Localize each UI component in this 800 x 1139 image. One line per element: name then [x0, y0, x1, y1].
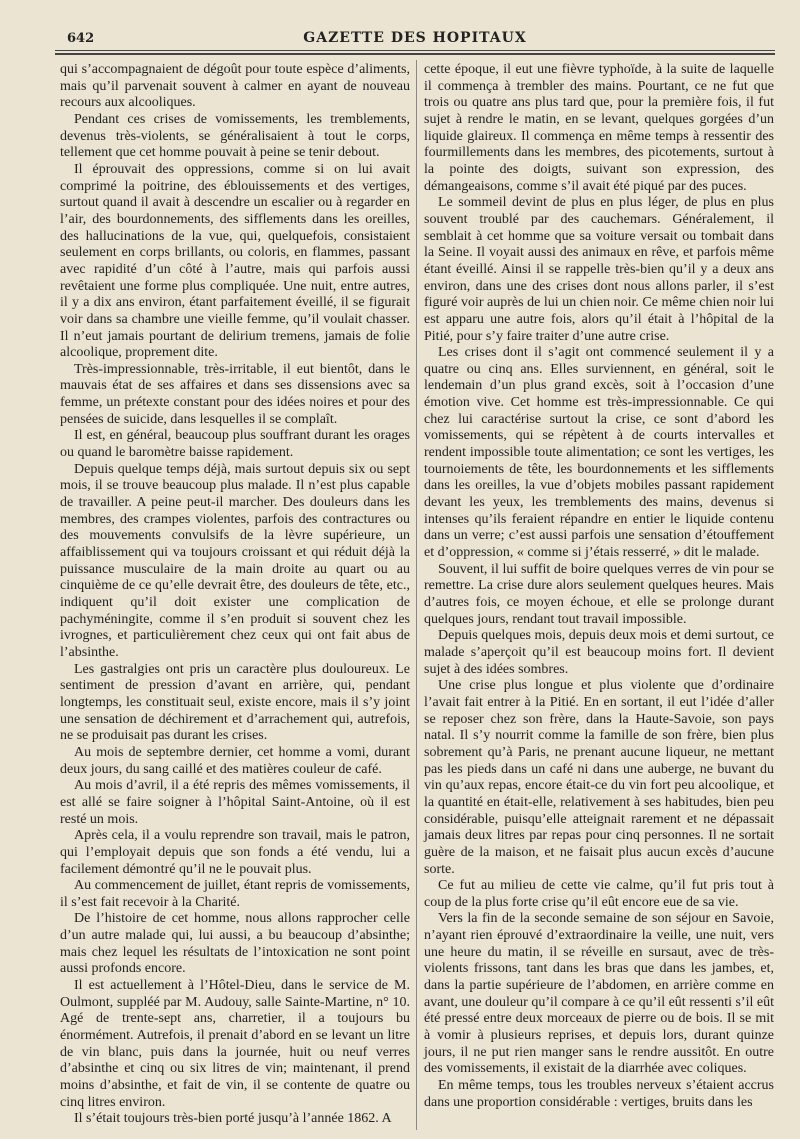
column-divider — [416, 60, 417, 1130]
paragraph: Il est, en général, beaucoup plus souffrant durant les orages ou quand le baromètre baisse rapidement. — [60, 428, 410, 461]
paragraph: Après cela, il a voulu reprendre son travail, mais le patron, qui l’employait depuis que son fonds a été vendu, lui a facilement démontré qu’il ne le pouvait plus. — [60, 828, 410, 877]
page-number: 642 — [67, 31, 95, 46]
paragraph: Les crises dont il s’agit ont commencé seulement il y a quatre ou cinq ans. Elles surviennent, en général, soit le lendemain d’un plus grand excès, soit à l’occasion d’une émotion vive. Cet homme est très-impressionnable. Ce qui chez lui caractérise surtout la crise, ce sont d’abord les vomissements, qui se répètent à de courts intervalles et rendent impossible toute alimentation; ce sont les vertiges, les tournoiements de tête, les bourdonnements et les sifflements dans les oreilles, la vue d’objets mobiles passant rapidement devant les yeux, les tremblements des mains, devenus si intenses qu’ils feraient répandre en entier le liquide contenu dans un verre; c’est aussi parfois une sensation d’étouffement et d’oppression, « comme si j’étais resserré, » dit le malade. — [424, 345, 774, 561]
paragraph: Il est actuellement à l’Hôtel-Dieu, dans le service de M. Oulmont, suppléé par M. Audouy, salle Sainte-Martine, n° 10. Agé de trente-sept ans, charretier, il a toujours bu énormément. Autrefois, il prenait d’abord en se levant un litre de vin blanc, puis dans la journée, huit ou neuf verres d’absinthe et cinq ou six litres de vin; maintenant, il prend moins d’absinthe, et fait de vin, il se contente de quatre ou cinq litres environ. — [60, 978, 410, 1110]
paragraph: Le sommeil devint de plus en plus léger, de plus en plus souvent troublé par des cauchemars. Généralement, il semblait à cet homme que sa voiture versait ou tombait dans la Seine. Il voyait aussi des animaux en rêve, et parfois même étant éveillé. Ainsi il se rappelle très-bien qu’il y a deux ans environ, dans une des crises dont nous allons parler, il s’est figuré voir auprès de lui un chien noir. Ce même chien noir lui est apparu une autre fois, alors qu’il était à l’hôpital de la Pitié, pour s’y faire traiter d’une autre crise. — [424, 195, 774, 344]
paragraph: qui s’accompagnaient de dégoût pour toute espèce d’aliments, mais qu’il parvenait souvent à calmer en ayant de nouveau recours aux alcooliques. — [60, 62, 410, 111]
paragraph: Il éprouvait des oppressions, comme si on lui avait comprimé la poitrine, des éblouissements et des vertiges, surtout quand il avait à descendre un escalier ou à regarder en l’air, des bourdonnements, des sifflements dans les oreilles, des hallucinations de la vue, qui, quelquefois, consistaient seulement en corps brillants, ou coloris, en flammes, passant avec rapidité d’un côté à l’autre, mais qui parfois aussi revêtaient une forme plus compliquée. Une nuit, entre autres, il y a dix ans environ, étant parfaitement éveillé, il se figurait voir dans sa chambre une vieille femme, qu’il voulait chasser. Il n’eut jamais pourtant de delirium tremens, jamais de folie alcoolique, proprement dite. — [60, 161, 410, 361]
paragraph: Ce fut au milieu de cette vie calme, qu’il fut pris tout à coup de la plus forte crise qu’il eût encore eue de sa vie. — [424, 878, 774, 910]
paragraph: cette époque, il eut une fièvre typhoïde, à la suite de laquelle il commença à trembler des mains. Pourtant, ce ne fut que trois ou quatre ans plus tard que, pour la première fois, il fut sujet à rendre le matin, en se levant, quelques gorgées d’un liquide glaireux. Il commença en même temps à ressentir des fourmillements dans les membres, des picotements, surtout à la pointe des doigts, suivant son expression, des démangeaisons, comme s’il avait été piqué par des puces. — [424, 62, 774, 194]
paragraph: Depuis quelque temps déjà, mais surtout depuis six ou sept mois, il se trouve beaucoup plus malade. Il n’est plus capable de travailler. A peine peut-il marcher. Des douleurs dans les membres, des crampes violentes, parfois des contractures ou des mouvements convulsifs de la lèvre supérieure, un affaiblissement qui va toujours croissant et qui réduit déjà la puissance musculaire de la main droite au quart ou au cinquième de ce qu’elle devrait être, des douleurs de tête, etc., indiquent qu’il doit exister une complication de pachyméningite, comme il s’en produit si souvent chez les ivrognes, et particulièrement chez ceux qui ont fait abus de l’absinthe. — [60, 461, 410, 660]
paragraph: Une crise plus longue et plus violente que d’ordinaire l’avait fait entrer à la Pitié. En en sortant, il eut l’idée d’aller se reposer chez son frère, dans la Haute-Savoie, son pays natal. Il s’y nourrit comme la famille de son frère, bien plus sobrement qu’à Paris, ne prenant aucune liqueur, ne mettant pas les pieds dans un café ni dans une auberge, ne buvant du vin qu’aux repas, encore était-ce du vin fort peu alcoolique, et la quantité en était-elle, relativement à ses habitudes, bien peu considérable, puisqu’elle atteignait rarement et ne dépassait jamais deux litres par repas pour cinq personnes. Il ne sortait guère de la maison, et ne faisait plus aucun excès d’aucune sorte. — [424, 678, 774, 877]
paragraph: Souvent, il lui suffit de boire quelques verres de vin pour se remettre. La crise dure alors seulement quelques heures. Mais d’autres fois, ce moyen échoue, et elle se prolonge durant quelques jours, rendant tout travail impossible. — [424, 561, 774, 627]
paragraph: Depuis quelques mois, depuis deux mois et demi surtout, ce malade s’aperçoit qu’il est beaucoup moins fort. Il devient sujet à des idées sombres. — [424, 628, 774, 677]
paragraph: Au commencement de juillet, étant repris de vomissements, il s’est fait recevoir à la Charité. — [60, 878, 410, 910]
header-rule — [55, 50, 775, 51]
paragraph: Vers la fin de la seconde semaine de son séjour en Savoie, n’ayant rien éprouvé d’extraordinaire la veille, une nuit, vers une heure du matin, il se réveille en sursaut, avec de très-violents frissons, tant dans les bras que dans les jambes, et, dans la partie supérieure de l’abdomen, en arrière comme en avant, une douleur qu’il compare à ce qu’il eût ressenti s’il eût été pressé entre deux morceaux de pierre ou de bois. Il se mit à vomir à plusieurs reprises, et depuis lors, durant quinze jours, il ne put rien manger sans le rendre aussitôt. En outre des vomissements, il existait de la diarrhée avec coliques. — [424, 911, 774, 1077]
paragraph: Les gastralgies ont pris un caractère plus douloureux. Le sentiment de pression d’avant en arrière, qui, pendant longtemps, les constituait seul, existe encore, mais il s’y joint une sensation de déchirement et d’arrachement qui, autrefois, ne se produisait pas durant les crises. — [60, 661, 410, 744]
paragraph: Pendant ces crises de vomissements, les tremblements, devenus très-violents, se généralisaient à tout le corps, tellement que cet homme pouvait à peine se tenir debout. — [60, 111, 410, 161]
page-header — [55, 28, 775, 48]
right-column — [424, 62, 774, 1111]
publication-title: GAZETTE DES HOPITAUX — [303, 30, 527, 46]
paragraph: En même temps, tous les troubles nerveux s’étaient accrus dans une proportion considérable : vertiges, bruits dans les — [424, 1078, 774, 1110]
paragraph: Au mois de septembre dernier, cet homme a vomi, durant deux jours, du sang caillé et des matières couleur de café. — [60, 744, 410, 777]
left-column — [60, 62, 410, 1128]
paragraph: Très-impressionnable, très-irritable, il eut bientôt, dans le mauvais état de ses affaires et dans ses dissensions avec sa femme, un prétexte constant pour des idées noires et pour des pensées de suicide, dans lesquelles il se complaît. — [60, 361, 410, 427]
paragraph: Il s’était toujours très-bien porté jusqu’à l’année 1862. A — [74, 1111, 392, 1127]
paragraph: Au mois d’avril, il a été repris des mêmes vomissements, il est allé se faire soigner à l’hôpital Saint-Antoine, où il est resté un mois. — [60, 778, 410, 827]
paragraph: De l’histoire de cet homme, nous allons rapprocher celle d’un autre malade qui, lui aussi, a bu beaucoup d’absinthe; mais chez lequel les résultats de l’intoxication ne sont point aussi profonds encore. — [60, 911, 410, 977]
header-rule-thick — [55, 53, 775, 55]
